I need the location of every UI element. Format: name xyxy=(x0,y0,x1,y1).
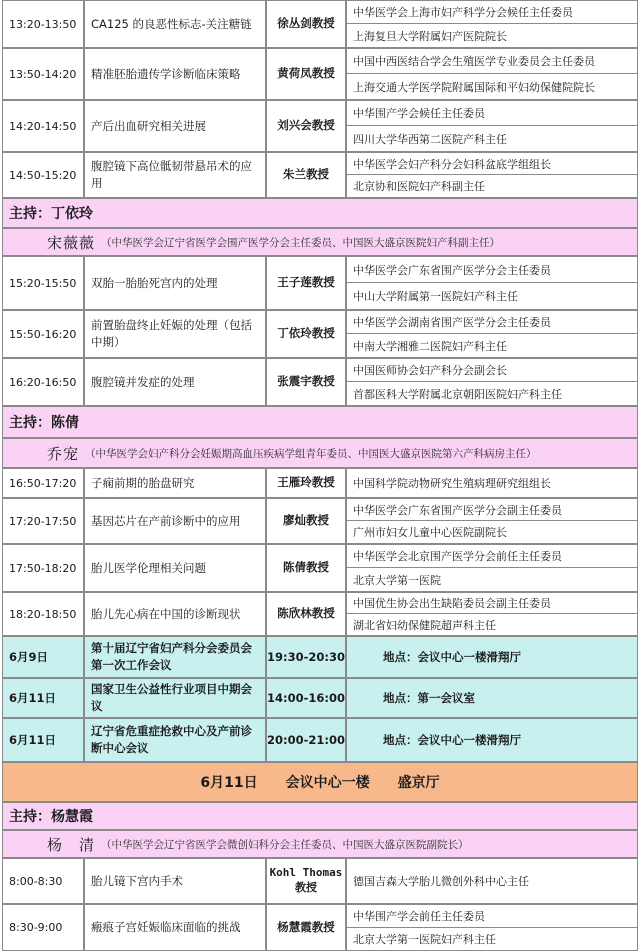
meeting-title: 国家卫生公益性行业项目中期会议 xyxy=(84,678,266,718)
speaker-affiliation xyxy=(346,0,638,48)
chair-title: （中华医学会辽宁省医学会微创妇科分会主任委员、中国医大盛京医院副院长） xyxy=(101,838,469,851)
affiliation-line: 湖北省妇幼保健院超声科主任 xyxy=(353,618,496,632)
session-title: CA125 的良恶性标志-关注糖链 xyxy=(84,0,266,48)
session-title: 胎儿镜下宫内手术 xyxy=(84,858,266,904)
speaker-affiliation xyxy=(346,904,638,951)
table-row xyxy=(2,310,638,358)
affiliation-line: 德国吉森大学胎儿微创外科中心主任 xyxy=(353,875,529,888)
affiliation-line: 北京大学第一医院妇产科主任 xyxy=(353,932,496,946)
affiliation-line: 中华医学会湖南省围产医学分会主任委员 xyxy=(347,311,637,334)
speaker-affiliation xyxy=(346,498,638,544)
session-host: 主持：陈倩 xyxy=(2,406,638,438)
table-row xyxy=(2,358,638,406)
affiliation-line: 中华医学会广东省围产医学分会主任委员 xyxy=(347,257,637,283)
session-speaker: 朱兰教授 xyxy=(266,152,346,198)
session-title: 腹腔镜下高位骶韧带悬吊术的应用 xyxy=(84,152,266,198)
meeting-row xyxy=(2,718,638,762)
day-hall: 盛京厅 xyxy=(397,775,440,791)
affiliation-line: 中华围产学会前任主任委员 xyxy=(347,905,637,928)
affiliation-line: 中华医学会妇产科分会妇科盆底学组组长 xyxy=(347,153,637,175)
session-time: 17:20-17:50 xyxy=(2,498,84,544)
table-row xyxy=(2,498,638,544)
affiliation-line: 首都医科大学附属北京朝阳医院妇产科主任 xyxy=(353,387,562,401)
session-speaker: 丁依玲教授 xyxy=(266,310,346,358)
session-title: 腹腔镜并发症的处理 xyxy=(84,358,266,406)
affiliation-line: 四川大学华西第二医院产科主任 xyxy=(353,132,507,146)
affiliation-line: 中华医学会北京围产医学分会前任主任委员 xyxy=(347,545,637,568)
session-host: 主持：丁依玲 xyxy=(2,198,638,228)
speaker-affiliation xyxy=(346,544,638,592)
meeting-location: 地点：第一会议室 xyxy=(346,678,638,718)
session-chair xyxy=(2,228,638,256)
speaker-affiliation xyxy=(346,256,638,310)
session-time: 16:50-17:20 xyxy=(2,468,84,498)
affiliation-line: 中华医学会上海市妇产科学分会候任主任委员 xyxy=(347,1,637,24)
session-title: 子痫前期的胎盘研究 xyxy=(84,468,266,498)
speaker-affiliation xyxy=(346,48,638,100)
affiliation-line: 上海复旦大学附属妇产医院院长 xyxy=(353,29,507,43)
meeting-date: 6月11日 xyxy=(2,678,84,718)
session-speaker: 张震宇教授 xyxy=(266,358,346,406)
meeting-title: 第十届辽宁省妇产科分会委员会第一次工作会议 xyxy=(84,636,266,678)
affiliation-line: 中华围产学会候任主任委员 xyxy=(347,101,637,126)
session-title: 双胎一胎胎死宫内的处理 xyxy=(84,256,266,310)
affiliation-line: 中国优生协会出生缺陷委员会副主任委员 xyxy=(347,593,637,614)
session-title: 胎儿医学伦理相关问题 xyxy=(84,544,266,592)
table-row xyxy=(2,468,638,498)
session-chair xyxy=(2,438,638,468)
meeting-location: 地点：会议中心一楼滑翔厅 xyxy=(346,718,638,762)
meeting-row xyxy=(2,678,638,718)
session-speaker: 廖灿教授 xyxy=(266,498,346,544)
session-host: 主持：杨慧霞 xyxy=(2,802,638,830)
speaker-affiliation xyxy=(346,358,638,406)
affiliation-line: 广州市妇女儿童中心医院副院长 xyxy=(353,526,507,539)
speaker-affiliation xyxy=(346,100,638,152)
table-row xyxy=(2,48,638,100)
affiliation-line: 中南大学湘雅二医院妇产科主任 xyxy=(353,339,507,353)
meeting-row xyxy=(2,636,638,678)
chair-name: 杨 清 xyxy=(47,835,96,854)
session-speaker: 陈倩教授 xyxy=(266,544,346,592)
meeting-title: 辽宁省危重症抢救中心及产前诊断中心会议 xyxy=(84,718,266,762)
speaker-affiliation xyxy=(346,152,638,198)
affiliation-line: 中国医师协会妇产科分会副会长 xyxy=(347,359,637,382)
session-chair xyxy=(2,830,638,858)
session-time: 18:20-18:50 xyxy=(2,592,84,636)
table-row xyxy=(2,0,638,48)
chair-title: （中华医学会妇产科分会妊娠期高血压疾病学组青年委员、中国医大盛京医院第六产科病房主任） xyxy=(85,447,537,460)
affiliation-line: 北京协和医院妇产科副主任 xyxy=(353,180,485,193)
affiliation-line: 中国中西医结合学会生殖医学专业委员会主任委员 xyxy=(347,49,637,74)
session-speaker: Kohl Thomas 教授 xyxy=(266,858,346,904)
session-title: 胎儿先心病在中国的诊断现状 xyxy=(84,592,266,636)
day-date: 6月11日 xyxy=(200,775,258,791)
session-speaker: 黄荷凤教授 xyxy=(266,48,346,100)
session-time: 15:20-15:50 xyxy=(2,256,84,310)
affiliation-line: 中山大学附属第一医院妇产科主任 xyxy=(353,290,518,303)
session-title: 产后出血研究相关进展 xyxy=(84,100,266,152)
day-venue: 会议中心一楼 xyxy=(285,775,370,791)
affiliation-line: 北京大学第一医院 xyxy=(353,573,441,587)
speaker-affiliation xyxy=(346,592,638,636)
table-row xyxy=(2,544,638,592)
session-speaker: 王雁玲教授 xyxy=(266,468,346,498)
affiliation-line: 中华医学会广东省围产医学分会副主任委员 xyxy=(347,499,637,521)
affiliation-line: 中国科学院动物研究生殖病理研究组组长 xyxy=(353,477,551,490)
session-title: 基因芯片在产前诊断中的应用 xyxy=(84,498,266,544)
session-time: 16:20-16:50 xyxy=(2,358,84,406)
session-time: 13:50-14:20 xyxy=(2,48,84,100)
table-row xyxy=(2,904,638,951)
session-time: 8:30-9:00 xyxy=(2,904,84,951)
meeting-location: 地点：会议中心一楼滑翔厅 xyxy=(346,636,638,678)
session-speaker: 杨慧霞教授 xyxy=(266,904,346,951)
table-row xyxy=(2,858,638,904)
meeting-time: 14:00-16:00 xyxy=(266,678,346,718)
chair-title: （中华医学会辽宁省医学会围产医学分会主任委员、中国医大盛京医院妇产科副主任） xyxy=(101,236,501,249)
session-time: 17:50-18:20 xyxy=(2,544,84,592)
meeting-date: 6月11日 xyxy=(2,718,84,762)
table-row xyxy=(2,100,638,152)
speaker-affiliation xyxy=(346,858,638,904)
session-title: 前置胎盘终止妊娠的处理（包括中期） xyxy=(84,310,266,358)
day-header xyxy=(2,762,638,802)
session-time: 8:00-8:30 xyxy=(2,858,84,904)
table-row xyxy=(2,592,638,636)
table-row xyxy=(2,256,638,310)
session-speaker: 徐丛剑教授 xyxy=(266,0,346,48)
meeting-time: 19:30-20:30 xyxy=(266,636,346,678)
session-time: 14:20-14:50 xyxy=(2,100,84,152)
chair-name: 乔宠 xyxy=(47,444,80,463)
session-title: 瘢痕子宫妊娠临床面临的挑战 xyxy=(84,904,266,951)
table-row xyxy=(2,152,638,198)
session-time: 14:50-15:20 xyxy=(2,152,84,198)
speaker-affiliation xyxy=(346,468,638,498)
session-title: 精准胚胎遗传学诊断临床策略 xyxy=(84,48,266,100)
speaker-affiliation xyxy=(346,310,638,358)
session-speaker: 陈欣林教授 xyxy=(266,592,346,636)
session-time: 13:20-13:50 xyxy=(2,0,84,48)
meeting-time: 20:00-21:00 xyxy=(266,718,346,762)
session-time: 15:50-16:20 xyxy=(2,310,84,358)
session-speaker: 刘兴会教授 xyxy=(266,100,346,152)
session-speaker: 王子莲教授 xyxy=(266,256,346,310)
affiliation-line: 上海交通大学医学院附属国际和平妇幼保健院院长 xyxy=(353,80,595,94)
meeting-date: 6月9日 xyxy=(2,636,84,678)
chair-name: 宋薇薇 xyxy=(47,233,96,252)
